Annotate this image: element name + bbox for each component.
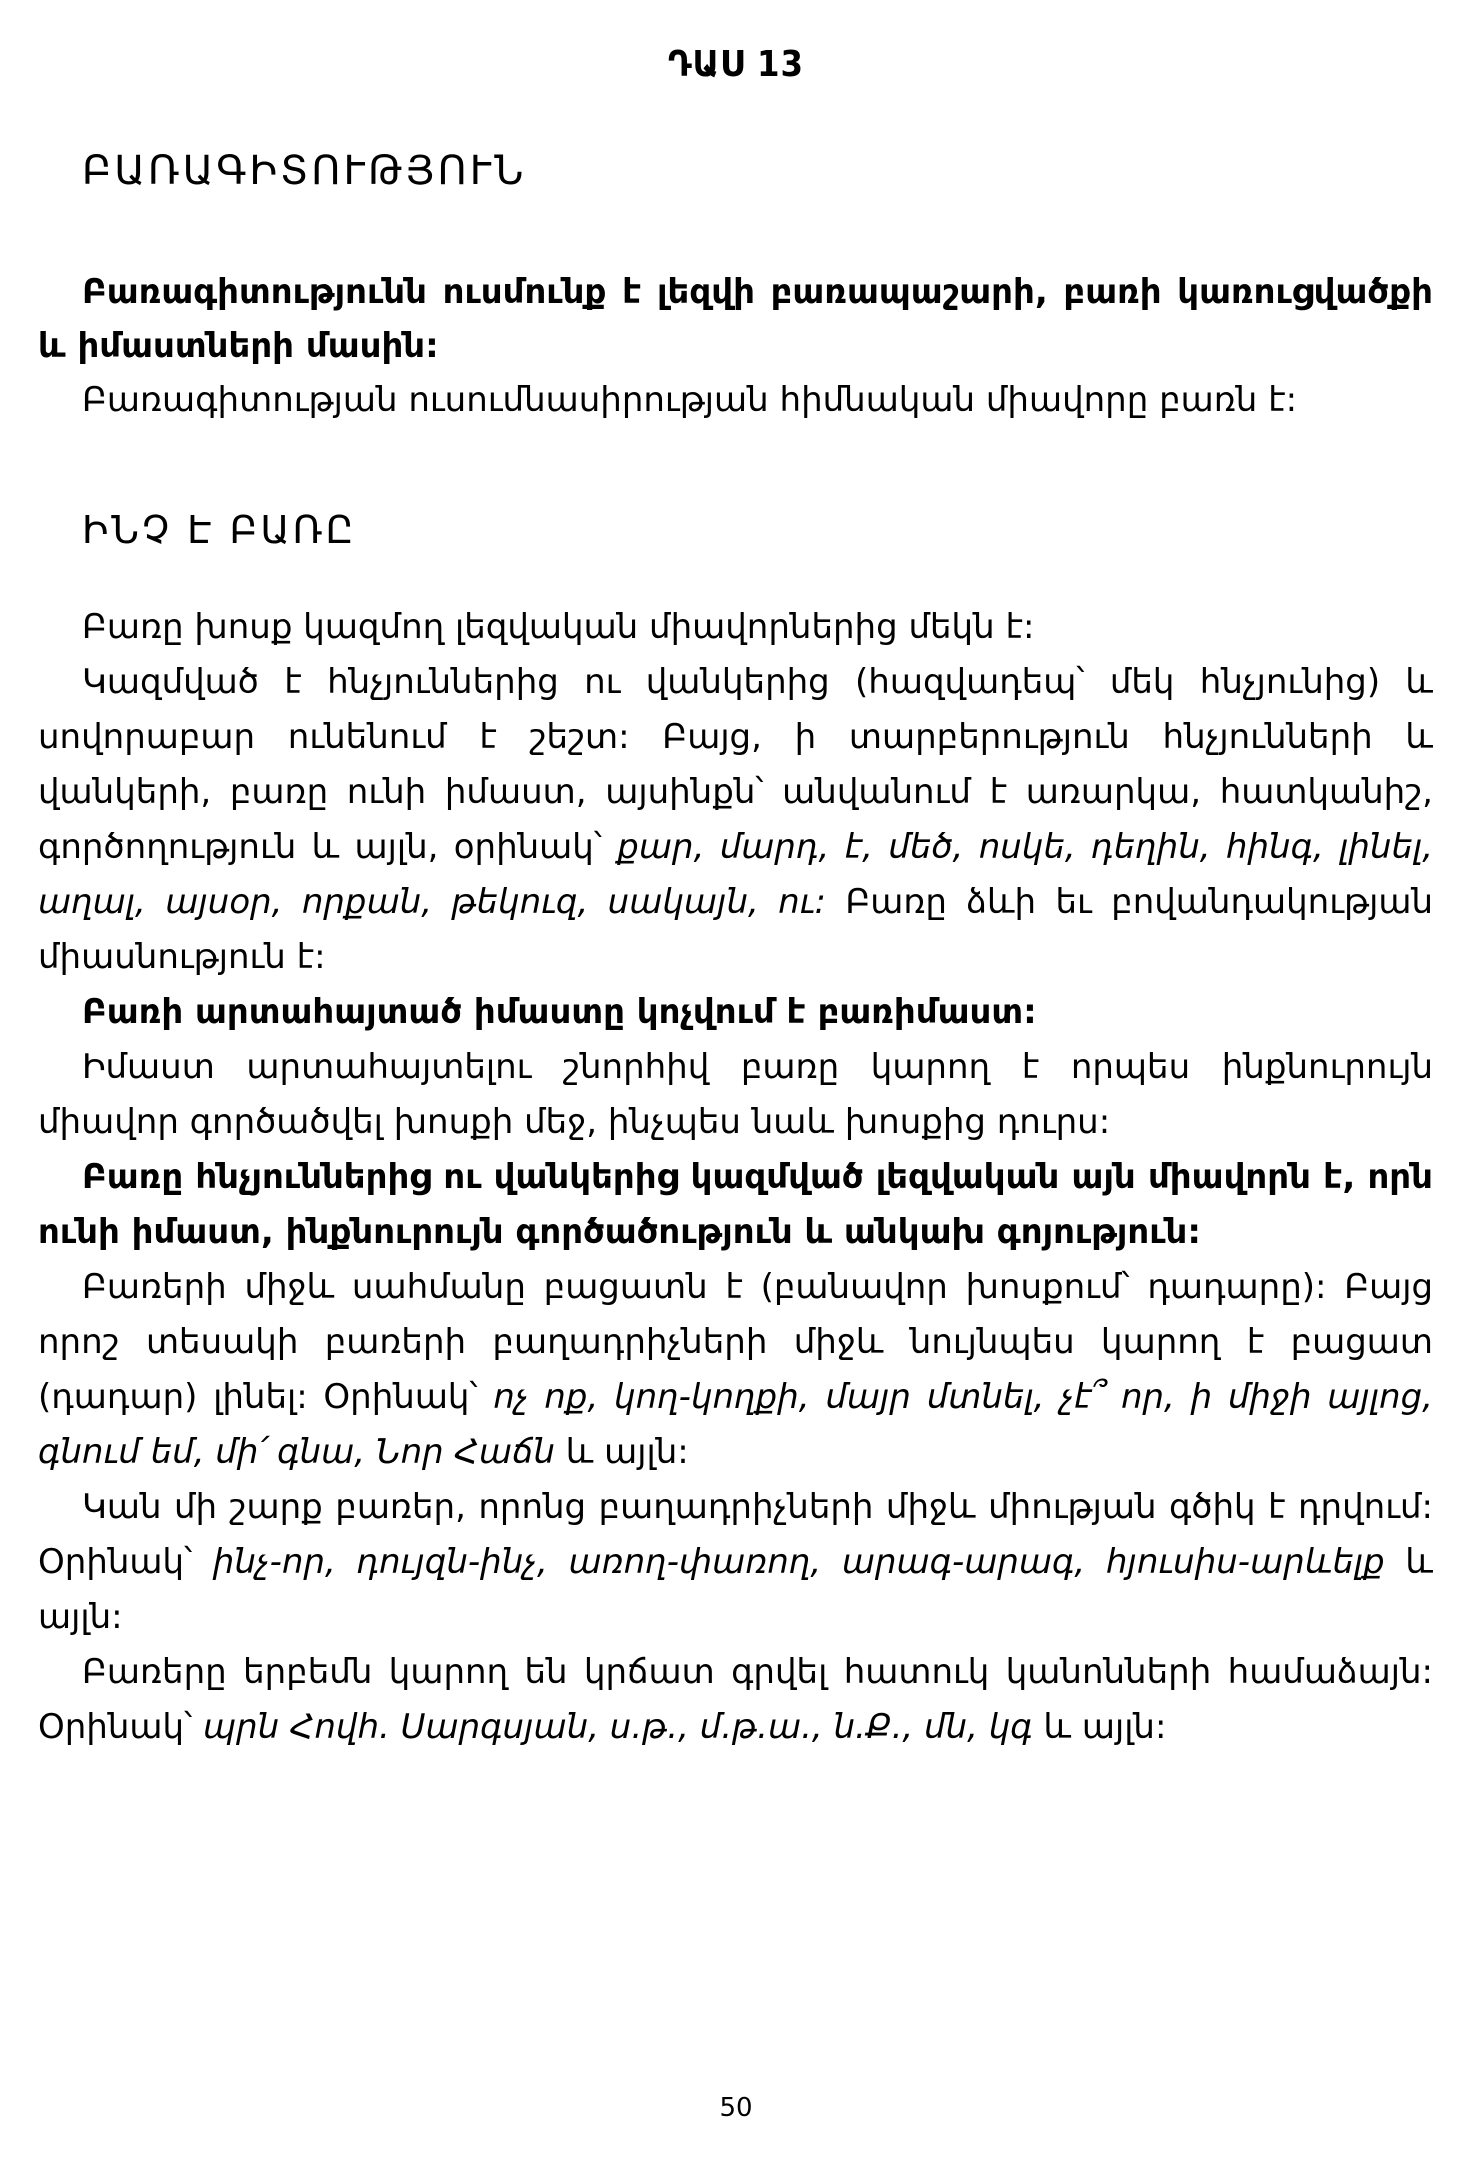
text-run: Բառերը երբեմն կարող են կրճատ գրվել հատուկ կանոնների համաձայն: Օրինակ՝ [38,1652,1433,1747]
paragraph-word-boundary [38,1260,1433,1480]
section-heading-what-is-word: ԻՆՉ Է ԲԱՌԸ [82,508,357,552]
section-body-lexicology [38,265,1433,427]
examples-italic: քար, մարդ, է, մեծ, ոսկե, դեղին, հինգ, լինել, աղալ, այսօր, որքան, թեկուզ, սակայն, ու: [38,827,1433,922]
paragraph-word-intro: Բառը խոսք կազմող լեզվական միավորներից մեկն է: [82,607,1035,647]
paragraph-meaning-term: Բառի արտահայտած իմաստը կոչվում է բառիմաստ: [82,992,1037,1032]
paragraph-hyphen [38,1480,1433,1645]
paragraph-independent-use: Իմաստ արտահայտելու շնորհիվ բառը կարող է որպես ինքնուրույն միավոր գործածվել խոսքի մեջ, ինչպես նաև խոսքից դուրս: [38,1047,1433,1142]
text-run: և այլն: [38,1542,1433,1637]
page-number: 50 [719,2093,753,2123]
section-body-what-is-word [38,600,1433,1755]
text-run: Կազմված է հնչյուններից ու վանկերից (հազվադեպ՝ մեկ հնչյունից) և սովորաբար ունենում է շեշտ: Բայց, ի տարբերություն հնչյունների և վանկերի, բառը ունի իմաստ, այսինքն՝ անվանում է առարկա, հատկանիշ, գործողություն և այլն, օրինակ՝ [38,662,1433,867]
lesson-title: ԴԱՍ 13 [667,44,805,85]
text-run: և այլն: [554,1432,689,1472]
examples-italic: ինչ-որ, դույզն-ինչ, առող-փառող, արագ-արագ, հյուսիս-արևելք [212,1542,1385,1582]
paragraph-word-composition [38,655,1433,985]
text-run: Բառերի միջև սահմանը բացատն է (բանավոր խոսքում՝ դադարը): Բայց որոշ տեսակի բառերի բաղադրիչների միջև նույնպես կարող է բացատ (դադար) լինել: Օրինակ՝ [38,1267,1433,1417]
text-run: և այլն: [1032,1707,1167,1747]
paragraph-abbreviation [38,1645,1433,1755]
text-run: Բառը ձևի եւ բովանդակության միասնություն է: [38,882,1433,977]
examples-italic: պրն Հովհ. Սարգսյան, ս.թ., մ.թ.ա., ն.Ք., մն, կգ [202,1707,1033,1747]
section-heading-lexicology: ԲԱՌԱԳԻՏՈՒԹՅՈՒՆ [82,148,527,194]
paragraph-unit: Բառագիտության ուսումնասիրության հիմնական միավորը բառն է: [82,380,1298,420]
examples-italic: ոչ ոք, կող-կողքի, մայր մտնել, չէ՞ որ, ի միջի այլոց, գնում եմ, մի՛ գնա, Նոր Հաճն [38,1377,1433,1472]
text-run: Կան մի շարք բառեր, որոնց բաղադրիչների միջև միության գծիկ է դրվում: Օրինակ՝ [38,1487,1433,1582]
paragraph-definition: Բառագիտությունն ուսմունք է լեզվի բառապաշարի, բառի կառուցվածքի և իմաստների մասին: [38,272,1433,366]
paragraph-word-definition: Բառը հնչյուններից ու վանկերից կազմված լեզվական այն միավորն է, որն ունի իմաստ, ինքնուրույն գործածություն և անկախ գոյություն: [38,1157,1433,1252]
